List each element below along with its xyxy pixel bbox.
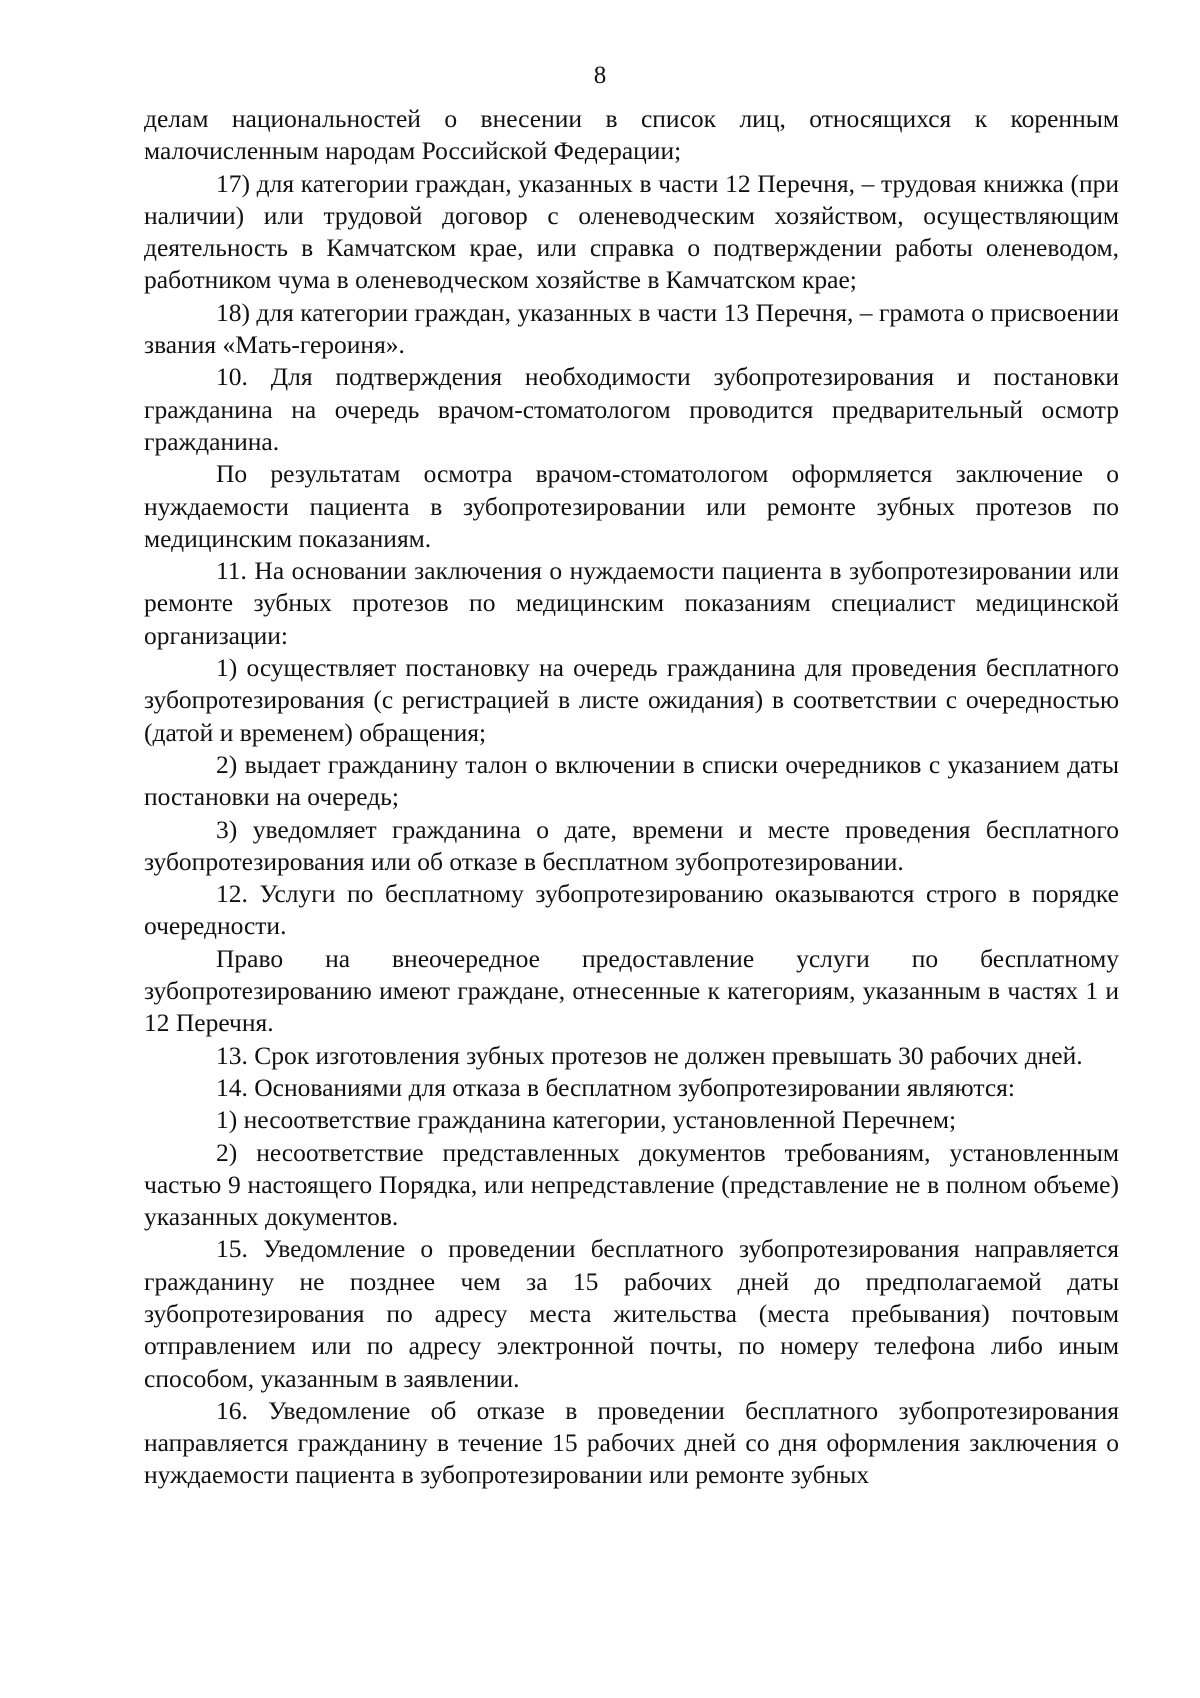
- paragraph-clause-14: 14. Основаниями для отказа в бесплатном зубопротезировании являются:: [216, 1072, 1015, 1102]
- paragraph-clause-10: 10. Для подтверждения необходимости зубопротезирования и постановки гражданина на очередь врачом-стоматологом проводится предварительный осмотр гражданина.: [144, 362, 1119, 456]
- paragraph-clause-10-result: По результатам осмотра врачом-стоматологом оформляется заключение о нуждаемости пациента в зубопротезировании или ремонте зубных протезов по медицинским показаниям.: [144, 459, 1119, 553]
- paragraph-clause-11-item-2: 2) выдает гражданину талон о включении в списки очередников с указанием даты постановки на очередь;: [144, 749, 1119, 812]
- paragraph-clause-13: 13. Срок изготовления зубных протезов не должен превышать 30 рабочих дней.: [216, 1040, 1083, 1070]
- paragraph-clause-11-item-1: 1) осуществляет постановку на очередь гражданина для проведения бесплатного зубопротезирования (с регистрацией в листе ожидания) в соответствии с очередностью (датой и временем) обращения;: [144, 653, 1119, 747]
- paragraph-clause-16: 16. Уведомление об отказе в проведении бесплатного зубопротезирования направляется гражданину в течение 15 рабочих дней со дня оформления заключения о нуждаемости пациента в зубопротезировании или ремонте зубных: [144, 1395, 1119, 1490]
- paragraph-clause-12-priority: Право на внеочередное предоставление услуги по бесплатному зубопротезированию имеют граждане, отнесенные к категориям, указанным в частях 1 и 12 Перечня.: [144, 943, 1119, 1038]
- paragraph-item-18: 18) для категории граждан, указанных в части 13 Перечня, – грамота о присвоении звания «Мать-героиня».: [144, 297, 1119, 360]
- paragraph-item-17: 17) для категории граждан, указанных в части 12 Перечня, – трудовая книжка (при наличии) или трудовой договор с оленеводческим хозяйством, осуществляющим деятельность в Камчатском крае, или справка о подтверждении работы оленеводом, работником чума в оленеводческом хозяйстве в Камчатском крае;: [144, 168, 1119, 295]
- page-number: 8: [593, 62, 607, 89]
- paragraph-clause-11-item-3: 3) уведомляет гражданина о дате, времени и месте проведения бесплатного зубопротезирования или об отказе в бесплатном зубопротезировании.: [144, 814, 1119, 876]
- paragraph-clause-14-item-2: 2) несоответствие представленных документов требованиям, установленным частью 9 настоящего Порядка, или непредставление (представление не в полном объеме) указанных документов.: [144, 1137, 1119, 1232]
- paragraph-clause-12: 12. Услуги по бесплатному зубопротезированию оказываются строго в порядке очередности.: [144, 879, 1119, 941]
- document-body: [144, 103, 1119, 1492]
- paragraph-clause-14-item-1: 1) несоответствие гражданина категории, установленной Перечнем;: [216, 1105, 957, 1135]
- paragraph-clause-11: 11. На основании заключения о нуждаемости пациента в зубопротезировании или ремонте зубных протезов по медицинским показаниям специалист медицинской организации:: [144, 556, 1119, 650]
- paragraph-clause-15: 15. Уведомление о проведении бесплатного зубопротезирования направляется гражданину не позднее чем за 15 рабочих дней до предполагаемой даты зубопротезирования по адресу места жительства (места пребывания) почтовым отправлением или по адресу электронной почты, по номеру телефона либо иным способом, указанным в заявлении.: [144, 1234, 1119, 1393]
- paragraph-continuation: делам национальностей о внесении в список лиц, относящихся к коренным малочисленным народам Российской Федерации;: [144, 104, 1119, 166]
